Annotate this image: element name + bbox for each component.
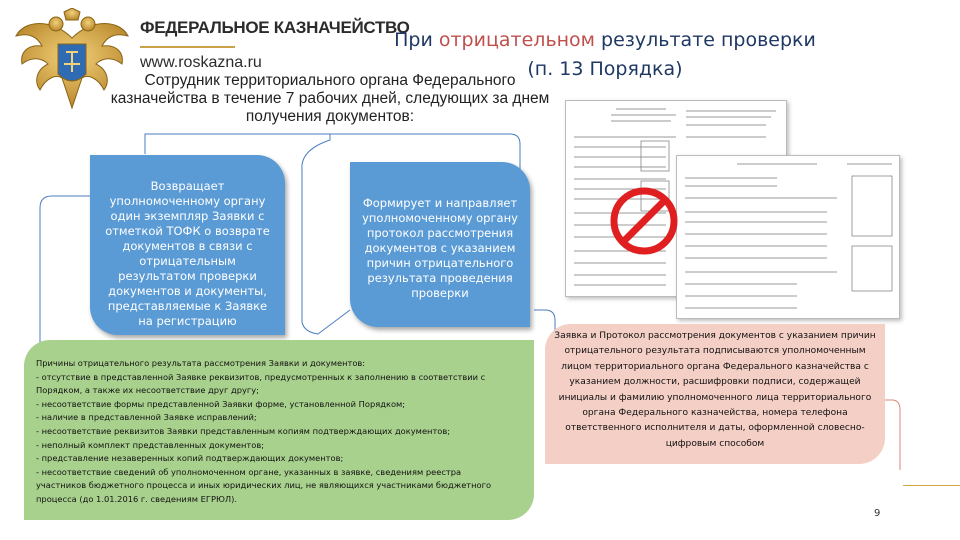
- intro-text: Сотрудник территориального органа Федерального казначейства в течение 7 рабочих дней, следующих за днем получения документов:: [110, 72, 550, 125]
- reason-line: - несоответствие формы представленной Заявки форме, установленной Порядком;: [36, 398, 406, 409]
- title-part1: При: [394, 29, 439, 51]
- reason-line: - отсутствие в представленной Заявке реквизитов, предусмотренных к заполнению в соответствии с: [36, 371, 486, 382]
- reason-line: - неполный комплект представленных документов;: [36, 439, 265, 450]
- reason-line: - несоответствие сведений об уполномоченном органе, указанных в заявке, сведениям реестра: [36, 466, 462, 477]
- reason-line: участников бюджетного процесса и иных юридических лиц, не являющихся участниками бюджетного: [36, 480, 492, 491]
- brand-site: www.roskazna.ru: [140, 54, 262, 71]
- brand-name: ФЕДЕРАЛЬНОЕ КАЗНАЧЕЙСТВО: [140, 18, 410, 37]
- reasons-card: [24, 340, 534, 520]
- protocol-document-thumbnail: [676, 155, 900, 319]
- footer-divider: [903, 485, 960, 486]
- signature-note-card: Заявка и Протокол рассмотрения документов с указанием причин отрицательного результата подписываются уполномоченным лицом территориального органа Федерального казначейства с указанием должности, расшифровки подписи, содержащей инициалы и фамилию уполномоченного лица территориального органа Федерального казначейства, номера телефона ответственного исполнителя и даты, оформленной словесно-цифровым способом: [545, 324, 885, 464]
- brand-divider: [140, 46, 235, 48]
- reason-line: - представление незаверенных копий подтверждающих документов;: [36, 453, 344, 464]
- action-return-card: Возвращает уполномоченному органу один экземпляр Заявки с отметкой ТОФК о возврате документов в связи с отрицательным результатом проверки документов и документы, представляемые к Заявке на регистрацию: [90, 155, 285, 335]
- prohibited-icon: [608, 185, 680, 257]
- action-protocol-card: Формирует и направляет уполномоченному органу протокол рассмотрения документов с указанием причин отрицательного результата проведения проверки: [350, 162, 530, 327]
- reasons-heading: Причины отрицательного результата рассмотрения Заявки и документов:: [36, 358, 366, 368]
- document-lines-graphic: [677, 156, 899, 318]
- reason-line: процесса (до 1.01.2016 г. сведениям ЕГРЮЛ).: [36, 493, 238, 504]
- reason-line: - наличие в представленной Заявке исправлений;: [36, 412, 257, 423]
- title-highlight: отрицательном: [438, 29, 596, 51]
- title-part2: результате проверки: [595, 29, 816, 51]
- page-number: 9: [874, 508, 881, 519]
- reason-line: - несоответствие реквизитов Заявки представленным копиям подтверждающих документов;: [36, 425, 451, 436]
- reason-line: Порядком, а также их несоответствие друг другу;: [36, 385, 259, 396]
- title-line2: (п. 13 Порядка): [527, 58, 683, 80]
